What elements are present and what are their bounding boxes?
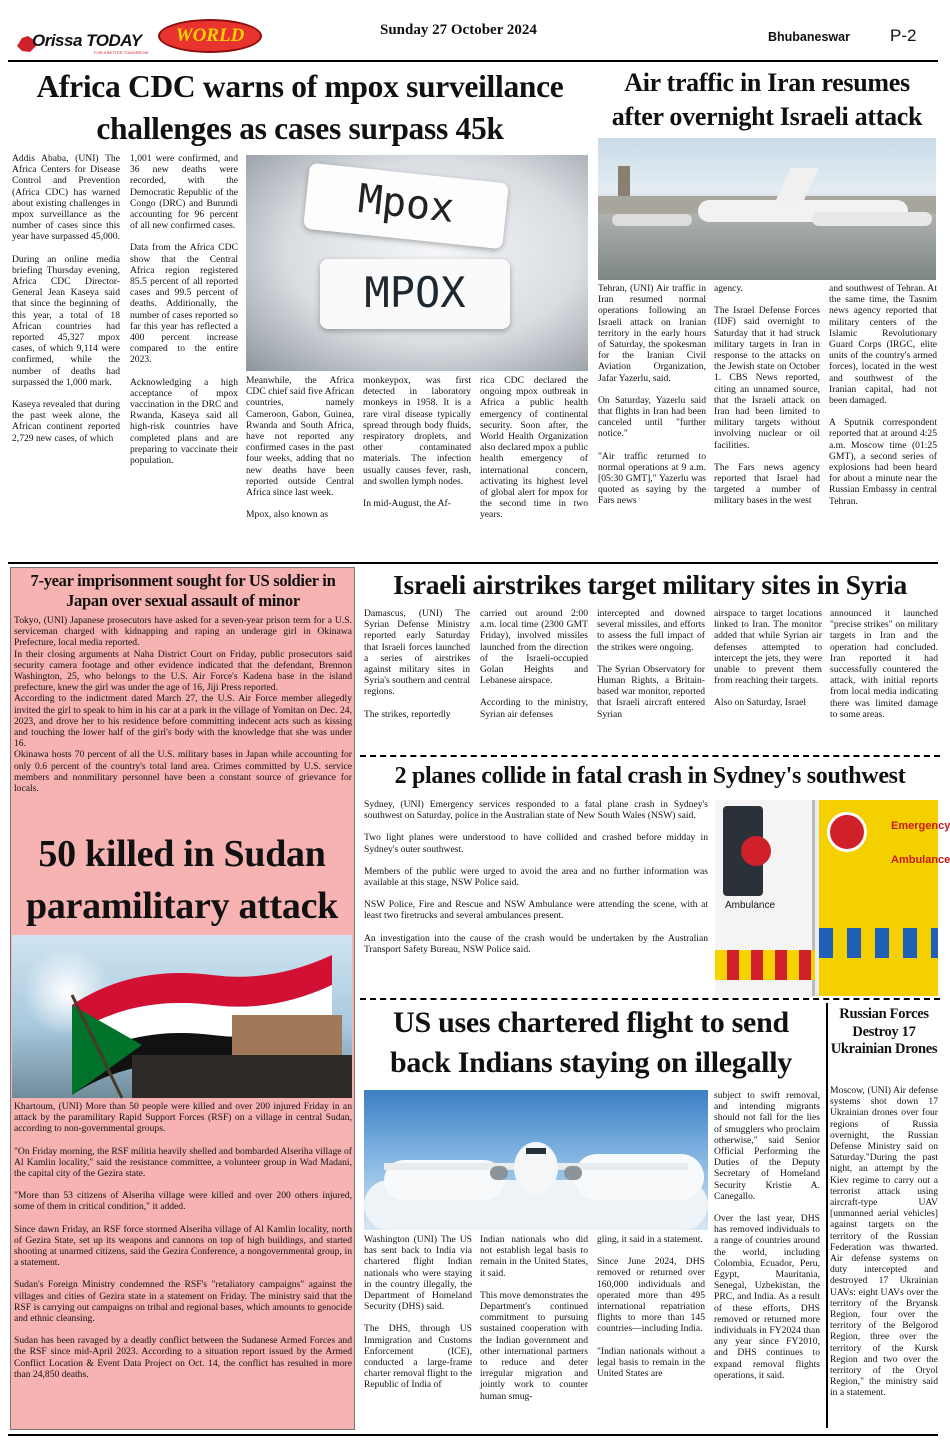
ambulance-checker-left xyxy=(715,950,815,980)
us-col1: Washington (UNI) The US has sent back to India via chartered flight Indian nationals who were staying in the country illegally, the Department of Homeland Security (DHS) said. The DHS, through US Immigration and Customs Enforcement (ICE), conducted a large-frame charter removal flight to the Republic of India of xyxy=(364,1234,472,1391)
syria-col4: airspace to target locations linked to Iran. The monitor added that while Syrian air defenses attempted to intercept the jets, they were unable to prevent them from reaching their targets. Also on Saturday, Israel xyxy=(714,608,822,709)
ambulance-cross-right xyxy=(827,812,867,852)
plane-left xyxy=(612,214,692,226)
japan-body: Tokyo, (UNI) Japanese prosecutors have asked for a seven-year prison term for a U.S. serviceman charged with kidnapping and raping an underage girl in Okinawa Prefecture, local media reported. In their closing arguments at Naha District Court on Friday, public prosecutors said security camera footage and other evidence indicated that the defendant, Brennon Washington, 25, who belongs to the U.S. Air Force's Kadena base in the island prefecture, knew the girl was under the age of 16, Jiji Press reported. According to the indictment dated March 27, the U.S. Air Force member allegedly invited the girl to speak to him in his car at a park in the village of Yomitan on Dec. 24, 2023, and drove her to his residence before committing indecent acts such as kissing and touching the lower half of the girl's body with the knowledge that she was under 16. Okinawa hosts 70 percent of all the U.S. military bases in Japan while accounting for only 0.6 percent of the country's total land area. Crimes committed by U.S. service members and nonmilitary personnel have been a constant source of grievance for locals. xyxy=(14,615,352,795)
iran-col3: and southwest of Tehran. At the same time, the Tasnim news agency reported that military centers of the Islamic Revolutionary Guard Corps (IRGC, elite units of the country's armed forces), located in the west and southwest of the Iranian capital, had not been damaged. A Sputnik correspondent reported that at around 4:25 a.m. Moscow time (01:25 GMT), a second series of explosions had been heard for about a minute near the Russian Embassy in central Tehran. xyxy=(829,283,937,507)
logo-tagline: FOR A BETTER TOMORROW xyxy=(94,50,149,55)
syria-headline: Israeli airstrikes target military sites in Syria xyxy=(393,569,907,600)
syria-col3: intercepted and downed several missiles, and efforts to assess the full impact of the strikes were ongoing. The Syrian Observatory for Human Rights, a Britain-based war monitor, reported that Israeli aircraft entered Syrian xyxy=(597,608,705,720)
iran-col2: agency. The Israel Defense Forces (IDF) said overnight to Saturday that it had struck military targets in Iran in response to the attacks on the Jewish state on October 1. CBS News reported, citing an unnamed source, that the Israeli attack on Iran had been limited to military targets without involving nuclear or oil facilities. The Fars news agency reported that Israel had targeted a number of military bases in the west xyxy=(714,283,820,507)
us-col4: subject to swift removal, and intending migrants should not fall for the lies of smugglers who proclaim otherwise," said Senior Official Performing the Duties of the Deputy Secretary of Homeland Security Kristie A. Canegallo. Over the last year, DHS has removed individuals to a range of countries around the world, including Colombia, Ecuador, Peru, Egypt, Mauritania, Senegal, Uzbekistan, the PRC, and India. As a result of these efforts, DHS removed or returned more individuals in FY2024 than any year since FY2010, and DHS continues to expand removal flights operations, it said. xyxy=(714,1090,820,1381)
russia-headline: Russian Forces Destroy 17 Ukrainian Drones xyxy=(830,1006,938,1057)
sydney-body: Sydney, (UNI) Emergency services responded to a fatal plane crash in Sydney's southwest on Saturday, police in the Australian state of New South Wales (NSW) said. Two light planes were understood to have collided and crashed before midday in Sydney's outer southwest. Members of the public were urged to avoid the area and no further information was available at this stage, NSW Police said. NSW Police, Fire and Rescue and NSW Ambulance were attending the scene, with at least two firetrucks and several ambulances present. An investigation into the cause of the crash would be undertaken by the Australian Transport Safety Bureau, NSW Police said. xyxy=(364,799,708,955)
mpox-photo xyxy=(246,155,588,371)
ambulance-cross-left xyxy=(741,836,771,866)
page-number: P-2 xyxy=(890,26,917,45)
mpox-col4: monkeypox, was first detected in laboratory monkeys in 1958. It is a rare viral disease typically spread through body fluids, respiratory droplets, and other contaminated materials. The infection usually causes fever, rash, and swollen lymph nodes. In mid-August, the Af- xyxy=(363,375,471,510)
mpox-tag-2: MPOX xyxy=(320,259,510,329)
mpox-col5: rica CDC declared the ongoing mpox outbreak in Africa a public health emergency of continental security. Soon after, the World Health Organization also declared mpox a public health emergency of international concern, activating its highest level of global alert for mpox for the second time in two years. xyxy=(480,375,588,521)
us-plane-photo xyxy=(364,1090,708,1230)
mpox-col2: 1,001 were confirmed, and 36 new deaths were recorded, with the Democratic Republic of the Congo (DRC) and Burundi accounting for 96 percent of all new confirmed cases. Data from the Africa CDC show that the Central Africa region registered 85.5 percent of all reported cases and 99.5 percent of deaths. Additionally, the number of cases reported so far this year has reflected a 400 percent increase compared to the entire 2023. Acknowledging a high acceptance of mpox vaccination in the DRC and Rwanda, Kaseya said all high-risk countries have completed plans and are preparing to vaccinate their population. xyxy=(130,153,238,467)
sudan-body: Khartoum, (UNI) More than 50 people were killed and over 200 injured Friday in an attack by the paramilitary Rapid Support Forces (RSF) on a village in central Sudan, according to non-governmental groups. "On Friday morning, the RSF militia heavily shelled and bombarded Alseriha village of Al Kamlin locality," said the resistance committee, a volunteer group in Wad Madani, the capital city of the Gezira state. "More than 53 citizens of Alseriha village were killed and over 200 others injured, some of them in critical condition," it added. Since dawn Friday, an RSF force stormed Alseriha village of Al Kamlin locality, north of Gezira State, set up its weapons and cannons on top of high buildings, and started shooting at unarmed citizens, said the Gezira Conference, a nongovernmental group, in a statement. Sudan's Foreign Ministry condemned the RSF's "retaliatory campaigns" against the villages and cities of Gezira state in a statement on Friday. The ministry said that the RSF is carrying out campaigns on tribal and regional bases, which amounts to genocide and ethnic cleansing. Sudan has been ravaged by a deadly conflict between the Sudanese Armed Forces and the RSF since mid-April 2023. According to a situation report issued by the Armed Conflict Location & Event Data Project on Oct. 14, the conflict has resulted in more than 24,850 deaths. xyxy=(14,1101,352,1380)
iran-col1: Tehran, (UNI) Air traffic in Iran resumed normal operations following an Israeli attack on Iranian territory in the early hours of Saturday, the spokesman for the Iranian Civil Aviation Organization, Jafar Yazerlu, said. On Saturday, Yazerlu said that flights in Iran had been canceled until "further notice." "Air traffic returned to normal operations at 9 a.m. [05:30 GMT]," Yazerlu was quoted as saying by the Fars news xyxy=(598,283,706,507)
syria-col5: announced it launched "precise strikes" on military targets in Iran and the operation had concluded. Iran reported it had successfully countered the attack, with initial reports from local media indicating there was limited damage to some areas. xyxy=(830,608,938,720)
iran-headline: Air traffic in Iran resumes after overnight Israeli attack xyxy=(611,68,923,131)
ambulance-photo xyxy=(715,800,950,996)
ambulance-left: Ambulance xyxy=(715,800,815,996)
us-headline: US uses chartered flight to send back Indians staying on illegally xyxy=(390,1006,792,1079)
ambulance-right: Emergency Ambulance xyxy=(819,800,938,996)
issue-date: Sunday 27 October 2024 xyxy=(380,22,537,38)
section-badge xyxy=(158,19,262,53)
syria-col2: carried out around 2:00 a.m. local time (2300 GMT Friday), involved missiles launched from the direction of the Israeli-occupied Golan Heights and Lebanese airspace. According to the ministry, Syrian air defenses xyxy=(480,608,588,720)
plane-second xyxy=(812,212,932,226)
japan-headline: 7-year imprisonment sought for US soldier in Japan over sexual assault of minor xyxy=(30,571,336,610)
section-label: WORLD xyxy=(175,25,245,46)
sudan-headline: 50 killed in Sudan paramilitary attack xyxy=(26,833,338,927)
syria-col1: Damascus, (UNI) The Syrian Defense Ministry reported early Saturday that Israeli forces launched a series of airstrikes against military sites in Syria's southern and central regions. The strikes, reportedly xyxy=(364,608,470,720)
us-col3: gling, it said in a statement. Since June 2024, DHS removed or returned over 160,000 individuals and operated more than 495 international repatriation flights to more than 145 countries—including India. "Indian nationals without a legal basis to remain in the United States are xyxy=(597,1234,705,1380)
mpox-col1: Addis Ababa, (UNI) The Africa Centers for Disease Control and Prevention (Africa CDC) has warned about existing challenges in mpox surveillance as the number of cases since this year have surpassed 45,000. During an online media briefing Thursday evening, Africa CDC Director-General Jean Kaseya said that since the beginning of this year, a total of 18 African countries had reported 45,327 mpox cases, of which 9,114 were confirmed, while the number of deaths had surpassed the 1,000 mark. Kaseya revealed that during the past week alone, the African continent reported 2,729 new cases, of which xyxy=(12,153,120,444)
city: Bhubaneswar xyxy=(768,30,850,44)
masthead xyxy=(0,0,945,62)
us-col2: Indian nationals who did not establish legal basis to remain in the United States, it said. This move demonstrates the Department's continued commitment to pursuing sustained cooperation with the Indian government and other international partners to reduce and deter irregular migration and jointly work to counter human smug- xyxy=(480,1234,588,1402)
logo xyxy=(14,28,148,58)
sudan-flag-photo xyxy=(12,935,352,1098)
mpox-col3: Meanwhile, the Africa CDC chief said five African countries, namely Cameroon, Gabon, Guinea, Rwanda and South Africa, have not reported any confirmed cases in the past four weeks, adding that no new deaths have been reported outside Central Africa since last week. Mpox, also known as xyxy=(246,375,354,521)
ambulance-checker-right xyxy=(819,928,938,958)
russia-body: Moscow, (UNI) Air defense systems shot down 17 Ukrainian drones over four regions of Russia overnight, the Russian Defense Ministry said on Saturday."During the past night, an attempt by the Kiev regime to carry out a terrorist attack using aircraft-type UAV [unmanned aerial vehicles] against targets on the territory of the Russian Federation was thwarted. Air defense systems on duty intercepted and destroyed 17 Ukrainian UAVs: eight UAVs over the territory of the Bryansk Region, four over the territory of the Belgorod Region, three over the territory of the Kursk Region and two over the territory of the Oryol Region," the ministry said in a statement. xyxy=(830,1085,938,1399)
mpox-headline: Africa CDC warns of mpox surveillance challenges as cases surpass 45k xyxy=(36,69,564,146)
airplane-icon xyxy=(364,1090,708,1230)
crowd xyxy=(132,1055,352,1098)
logo-text: Orissa TODAY xyxy=(32,31,142,50)
mpox-tag-1: Mpox xyxy=(303,163,509,250)
iran-airport-photo xyxy=(598,138,936,280)
sydney-headline: 2 planes collide in fatal crash in Sydney's southwest xyxy=(394,763,906,789)
